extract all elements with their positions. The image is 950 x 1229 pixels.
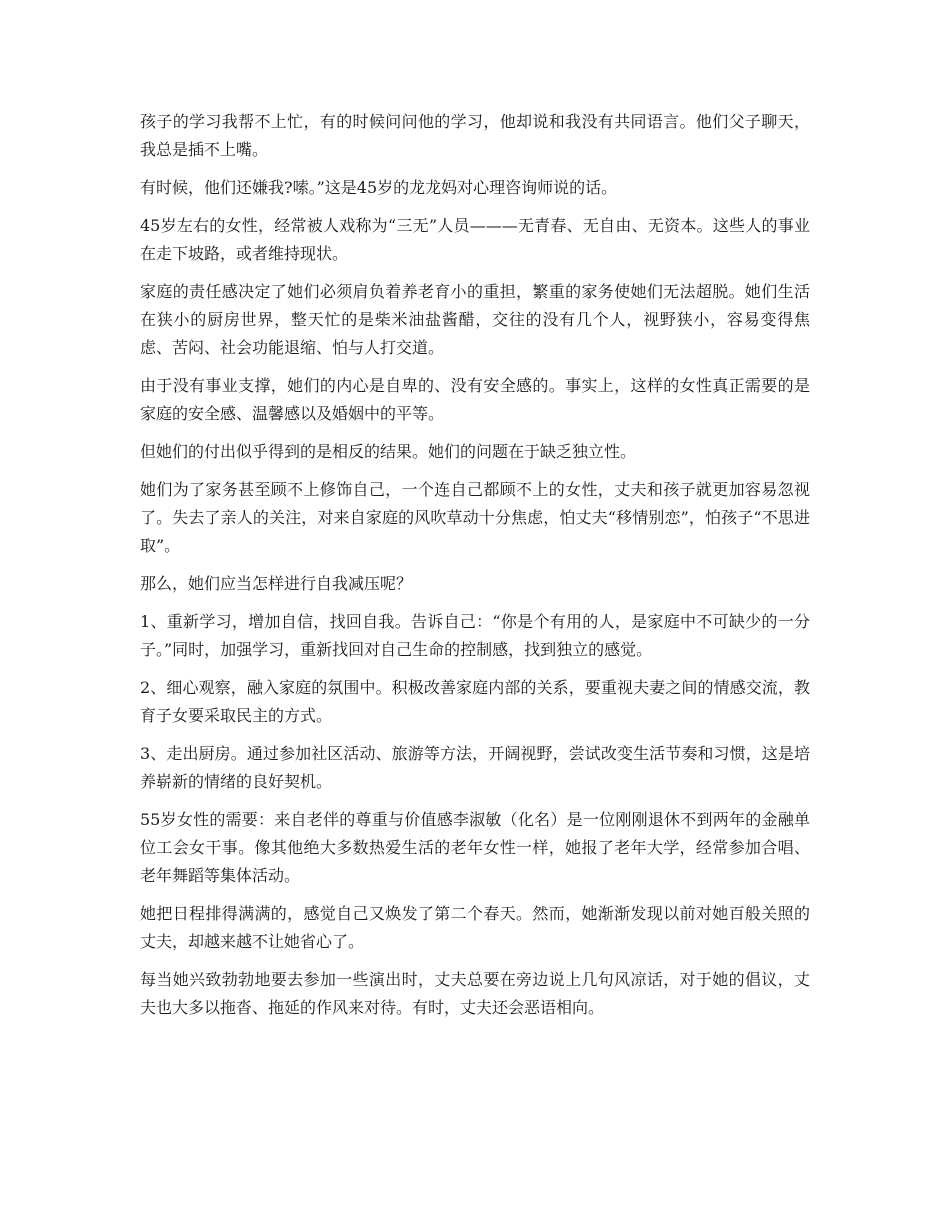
- document-page: [140, 108, 810, 1032]
- paragraph-4: 家庭的责任感决定了她们必须肩负着养老育小的重担，繁重的家务使她们无法超脱。她们生活在狭小的厨房世界，整天忙的是柴米油盐酱醋，交往的没有几个人，视野狭小，容易变得焦虑、苦闷、社会功能退缩、怕与人打交道。: [140, 282, 810, 357]
- paragraph-5: 由于没有事业支撑，她们的内心是自卑的、没有安全感的。事实上，这样的女性真正需要的是家庭的安全感、温馨感以及婚姻中的平等。: [140, 376, 810, 423]
- paragraph-8: 那么，她们应当怎样进行自我减压呢？: [140, 574, 413, 593]
- paragraph-1: 孩子的学习我帮不上忙，有的时候问问他的学习，他却说和我没有共同语言。他们父子聊天，我总是插不上嘴。: [140, 112, 810, 159]
- paragraph-9: 1、重新学习，增加自信，找回自我。告诉自己：“你是个有用的人，是家庭中不可缺少的一分子。”同时，加强学习，重新找回对自己生命的控制感，找到独立的感觉。: [140, 612, 810, 659]
- paragraph-13: 她把日程排得满满的，感觉自己又焕发了第二个春天。然而，她渐渐发现以前对她百般关照的丈夫，却越来越不让她省心了。: [140, 904, 810, 951]
- paragraph-10: 2、细心观察，融入家庭的氛围中。积极改善家庭内部的关系，要重视夫妻之间的情感交流，教育子女要采取民主的方式。: [140, 678, 810, 725]
- paragraph-6: 但她们的付出似乎得到的是相反的结果。她们的问题在于缺乏独立性。: [140, 442, 637, 461]
- paragraph-11: 3、走出厨房。通过参加社区活动、旅游等方法，开阔视野，尝试改变生活节奏和习惯，这是培养崭新的情绪的良好契机。: [140, 744, 810, 791]
- paragraph-7: 她们为了家务甚至顾不上修饰自己，一个连自己都顾不上的女性，丈夫和孩子就更加容易忽视了。失去了亲人的关注，对来自家庭的风吹草动十分焦虑，怕丈夫“移情别恋”，怕孩子“不思进取”。: [140, 480, 810, 555]
- paragraph-14: 每当她兴致勃勃地要去参加一些演出时，丈夫总要在旁边说上几句风凉话，对于她的倡议，丈夫也大多以拖沓、拖延的作风来对待。有时，丈夫还会恶语相向。: [140, 970, 810, 1017]
- paragraph-12: 55岁女性的需要：来自老伴的尊重与价值感李淑敏（化名）是一位刚刚退休不到两年的金融单位工会女干事。像其他绝大多数热爱生活的老年女性一样，她报了老年大学，经常参加合唱、老年舞蹈等集体活动。: [140, 810, 810, 885]
- paragraph-2: 有时候，他们还嫌我?嗦。”这是45岁的龙龙妈对心理咨询师说的话。: [140, 178, 618, 197]
- paragraph-3: 45岁左右的女性，经常被人戏称为“三无”人员———无青春、无自由、无资本。这些人的事业在走下坡路，或者维持现状。: [140, 216, 810, 263]
